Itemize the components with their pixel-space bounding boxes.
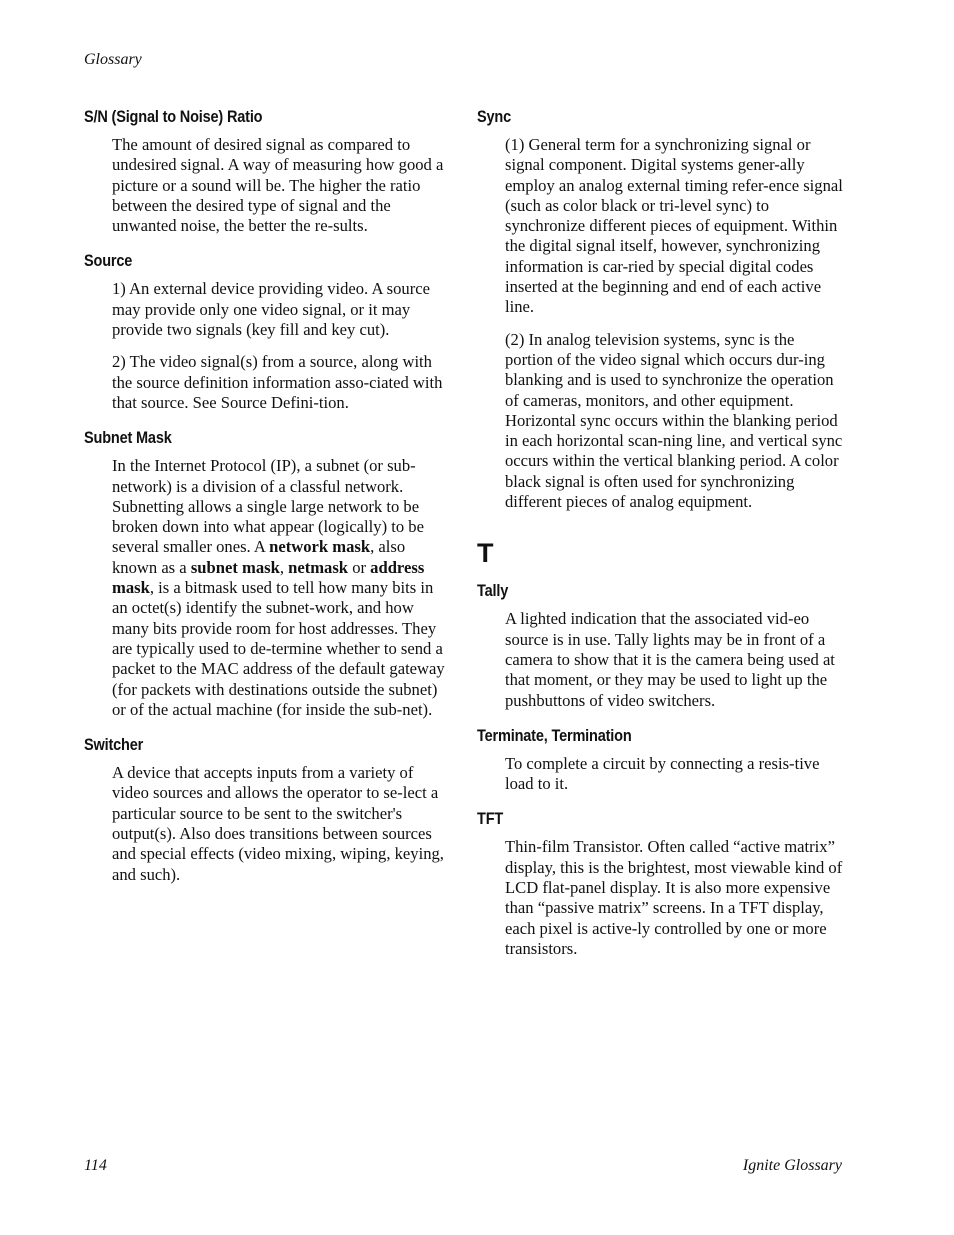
entry-term: Source	[84, 252, 133, 271]
entry-term: Sync	[477, 108, 512, 126]
entry-term: Tally	[477, 582, 509, 601]
glossary-entry-subnet-mask	[84, 427, 452, 720]
bold-term-subnet-mask: subnet mask	[190, 557, 280, 577]
left-column	[84, 106, 452, 899]
glossary-entry-sync	[477, 106, 845, 512]
entry-term: Terminate, Termination	[477, 726, 632, 745]
glossary-entry-tally	[477, 580, 845, 710]
definition-text: , also known as a	[112, 537, 406, 577]
entry-definition: A device that accepts inputs from a variety of video sources and allows the operator to se-lect a particular source to be sent to the switcher's output(s). Also does transitions between sources and special effects (video mixing, wiping, keying, and such).	[112, 763, 444, 884]
bold-term-address-mask: address mask	[112, 557, 425, 598]
entry-term: Subnet Mask	[84, 429, 172, 448]
entry-term: TFT	[477, 810, 504, 829]
bold-term-netmask: netmask	[288, 557, 349, 577]
entry-definition	[112, 456, 452, 720]
definition-text: ,	[279, 557, 289, 577]
definition-text: , is a bitmask used to tell how many bits in an octet(s) identify the subnet-work, and how many bits provide room for host addresses. They are typically used to de-termine whether to send a packet to the MAC address of the default gateway (for packets with destinations outside the subnet) or of the actual machine (for inside the sub-net).	[112, 578, 445, 719]
glossary-entry-switcher	[84, 734, 452, 885]
entry-definition: Thin-film Transistor. Often called “active matrix” display, this is the brightest, most viewable kind of LCD flat-panel display. It is also more expensive than “passive matrix” screens. In a TFT display, each pixel is active-ly controlled by one or more transistors.	[505, 837, 843, 958]
definition-text: or	[348, 557, 371, 577]
glossary-entry-source	[84, 250, 452, 413]
entry-definition: (1) General term for a synchronizing signal or signal component. Digital systems gener-ally employ an analog external timing refer-ence signal (such as color black or tri-level sync) to synchronize different pieces of equipment. Within the digital signal itself, however, synchronizing information is car-ried by special digital codes inserted at the beginning and end of each active line.	[505, 135, 843, 317]
definition-text: In the Internet Protocol (IP), a subnet (or sub-network) is a division of a classful network. Subnetting allows a single large network to be broken down into what appear (logically) to be several smaller ones. A	[112, 456, 424, 557]
entry-definition: The amount of desired signal as compared to undesired signal. A way of measuring how good a picture or a sound will be. The higher the ratio between the desired type of signal and the unwanted noise, the better the re-sults.	[112, 135, 444, 236]
glossary-entry-tft	[477, 808, 845, 959]
entry-definition: 1) An external device providing video. A source may provide only one video signal, or it may provide two signals (key fill and key cut).	[112, 279, 430, 340]
entry-definition: To complete a circuit by connecting a resis-tive load to it.	[505, 753, 820, 794]
bold-term-network-mask: network mask	[269, 537, 371, 557]
page-number: 114	[84, 1157, 107, 1174]
section-letter: T	[477, 538, 494, 569]
entry-definition: 2) The video signal(s) from a source, along with the source definition information asso-ciated with that source. See Source Defini-tion.	[112, 352, 443, 412]
glossary-entry-terminate	[477, 725, 845, 795]
right-column	[477, 106, 845, 973]
entry-term: Switcher	[84, 736, 144, 755]
entry-term: S/N (Signal to Noise) Ratio	[84, 108, 263, 126]
entry-definition: (2) In analog television systems, sync is the portion of the video signal which occurs dur-ing blanking and is used to synchronize the operation of cameras, monitors, and other equipment. Horizontal sync occurs within the blanking period in each horizontal scan-ning line, and vertical sync occurs within the vertical blanking period. A color black signal is often used for synchronizing different pieces of analog equipment.	[505, 329, 843, 512]
entry-definition: A lighted indication that the associated vid-eo source is in use. Tally lights may be in front of a camera to show that it is the camera being used at that moment, or they may be used to light up the pushbuttons of video switchers.	[505, 609, 835, 710]
book-title: Ignite Glossary	[742, 1157, 842, 1174]
running-head: Glossary	[84, 51, 142, 68]
glossary-entry-sn-ratio	[84, 106, 452, 236]
